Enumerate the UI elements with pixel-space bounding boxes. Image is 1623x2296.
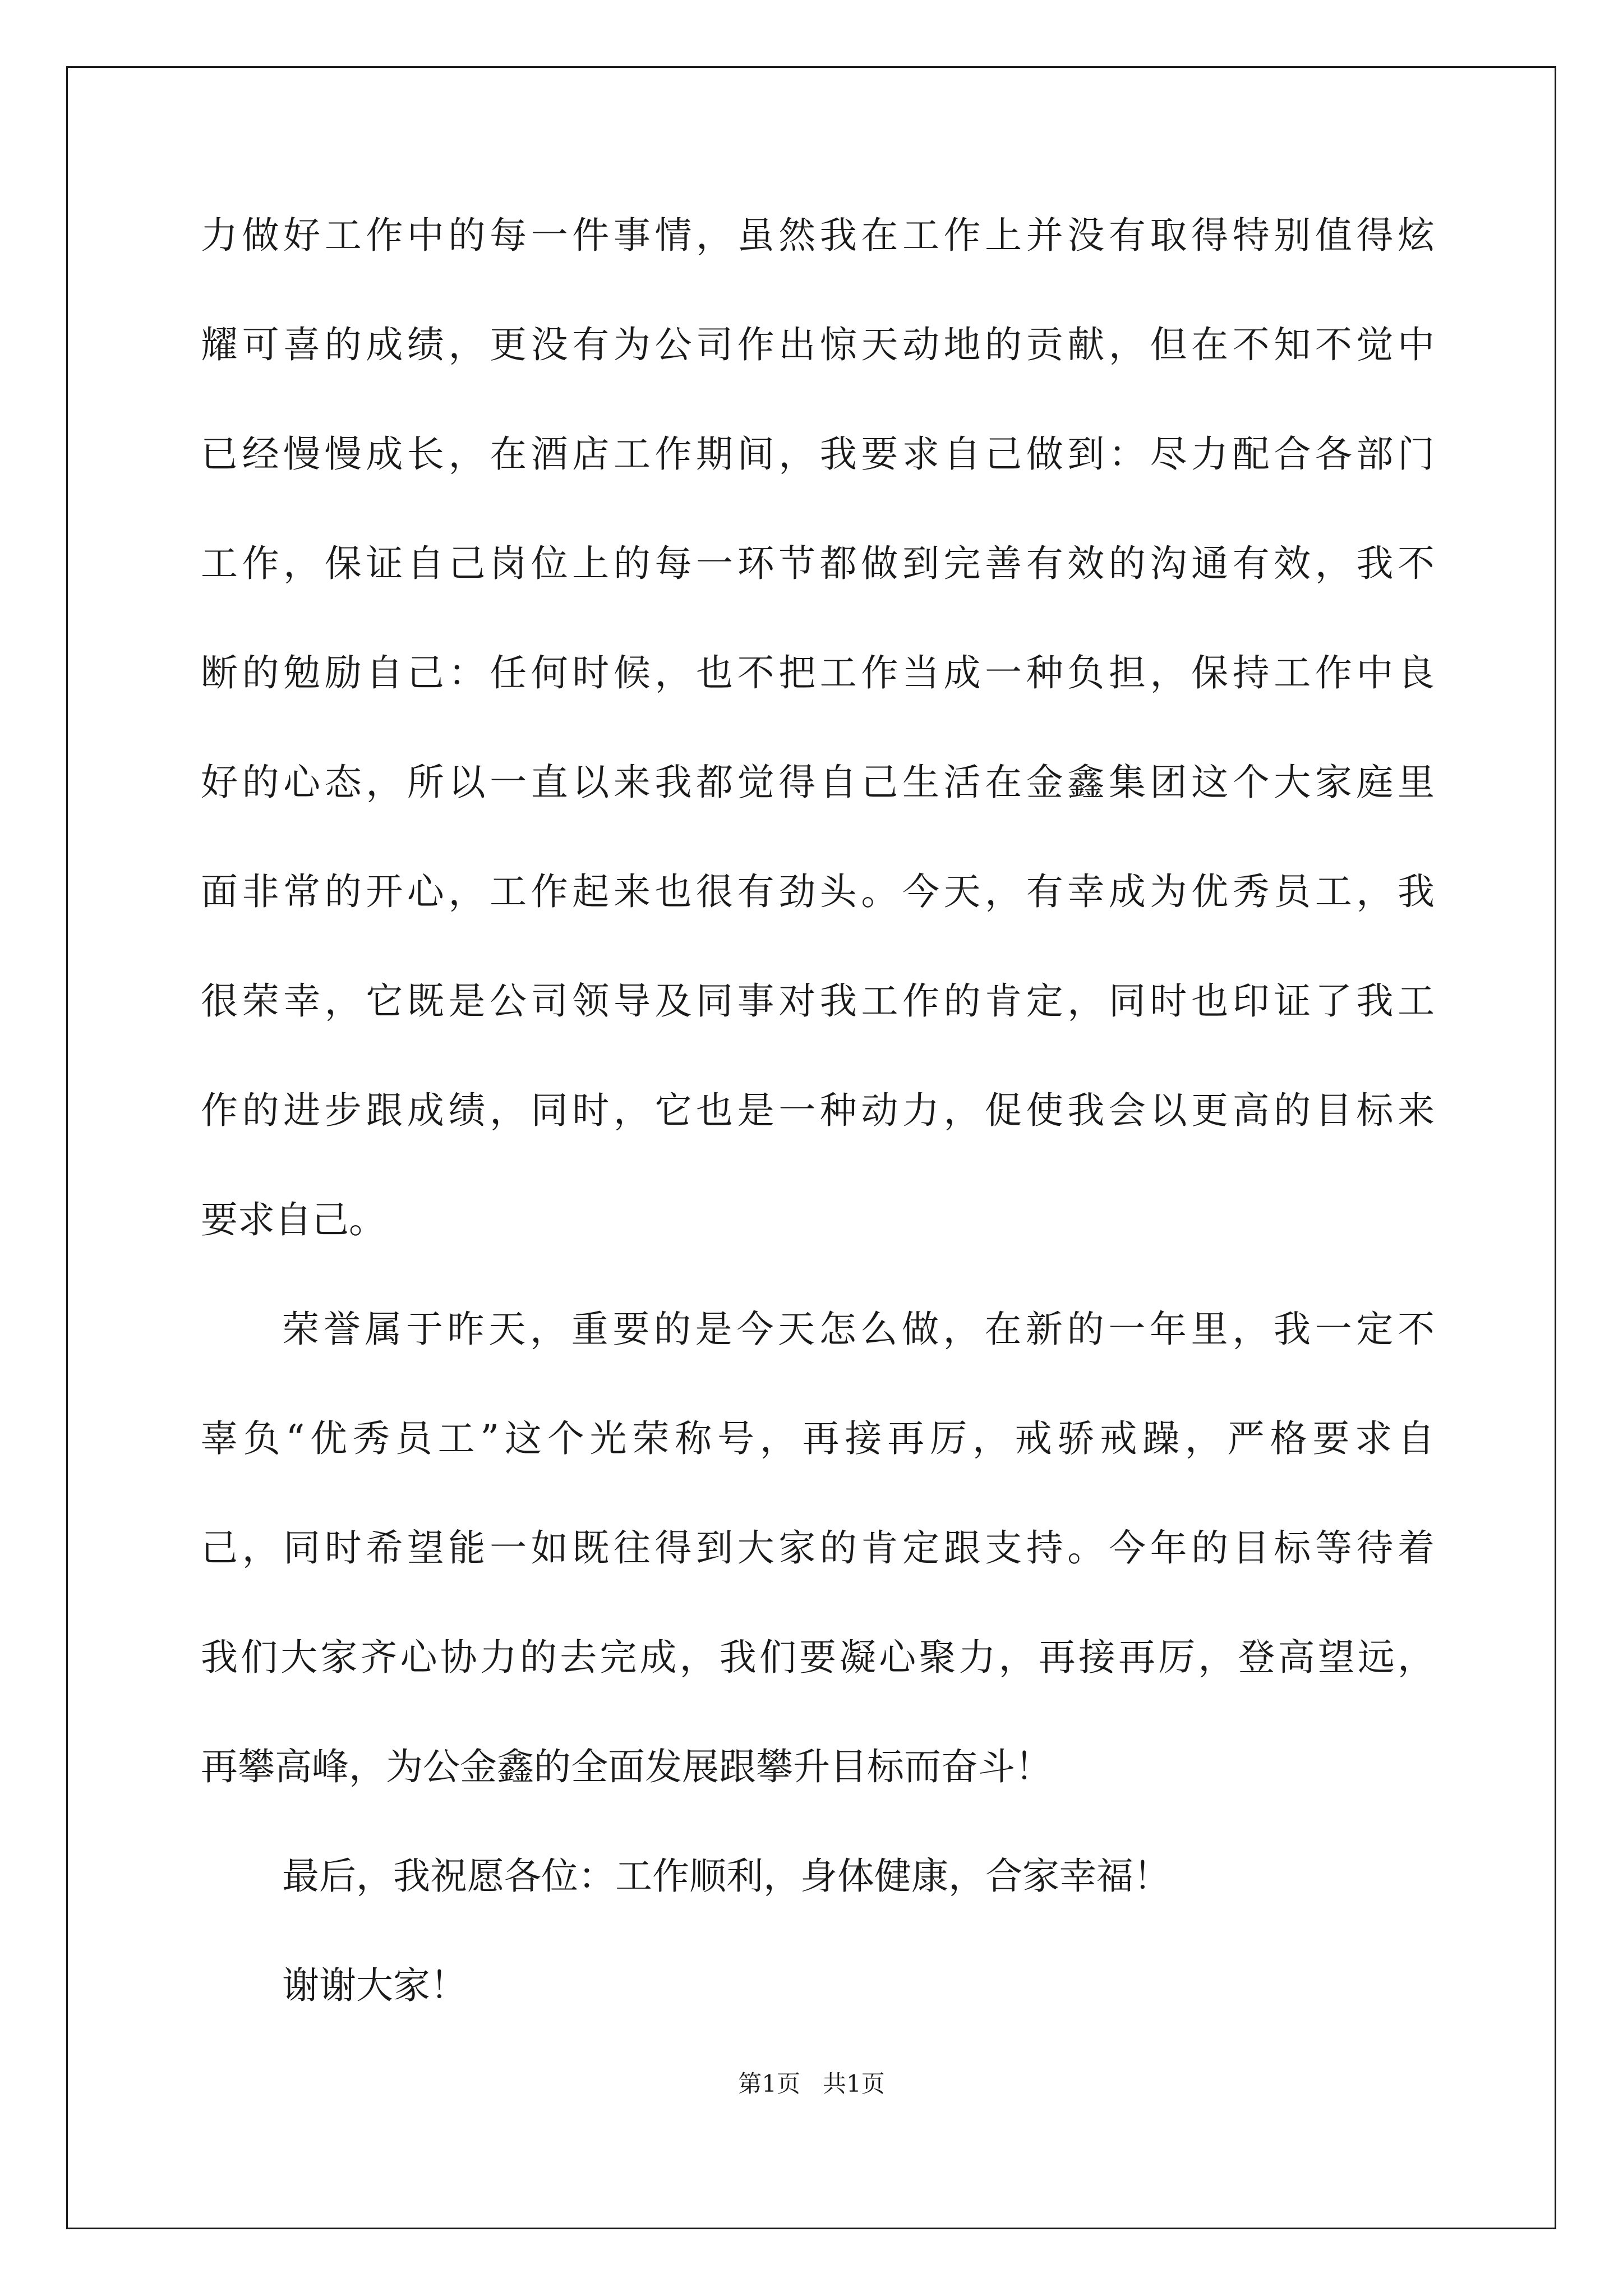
text-line: 耀可喜的成绩，更没有为公司作出惊天动地的贡献，但在不知不觉中 xyxy=(201,323,1435,366)
document-body xyxy=(201,208,1435,2067)
closing-line: 谢谢大家！ xyxy=(282,1964,467,2007)
text-line: 作的进步跟成绩，同时，它也是一种动力，促使我会以更高的目标来 xyxy=(201,1089,1435,1132)
text-line: 断的勉励自己：任何时候，也不把工作当成一种负担，保持工作中良 xyxy=(201,651,1435,694)
text-line: 再攀高峰，为公金鑫的全面发展跟攀升目标而奋斗！ xyxy=(201,1745,1052,1788)
text-line: 已经慢慢成长，在酒店工作期间，我要求自己做到：尽力配合各部门 xyxy=(201,432,1435,476)
text-line: 力做好工作中的每一件事情，虽然我在工作上并没有取得特别值得炫 xyxy=(201,214,1435,257)
text-line: 我们大家齐心协力的去完成，我们要凝心聚力，再接再厉，登高望远， xyxy=(201,1636,1435,1679)
text-line: 辜负“优秀员工”这个光荣称号，再接再厉，戒骄戒躁，严格要求自 xyxy=(201,1417,1435,1460)
text-line: 己，同时希望能一如既往得到大家的肯定跟支持。今年的目标等待着 xyxy=(201,1526,1435,1570)
text-line: 工作，保证自己岗位上的每一环节都做到完善有效的沟通有效，我不 xyxy=(201,542,1435,585)
text-line: 要求自己。 xyxy=(201,1198,386,1241)
paragraph-first-line: 最后，我祝愿各位：工作顺利，身体健康，合家幸福！ xyxy=(282,1855,1170,1898)
text-line: 好的心态，所以一直以来我都觉得自己生活在金鑫集团这个大家庭里 xyxy=(201,761,1435,804)
paragraph-first-line: 荣誉属于昨天，重要的是今天怎么做，在新的一年里，我一定不 xyxy=(282,1308,1435,1351)
page-indicator: 第1页 共1页 xyxy=(738,2070,885,2097)
text-line: 很荣幸，它既是公司领导及同事对我工作的肯定，同时也印证了我工 xyxy=(201,979,1435,1023)
text-line: 面非常的开心，工作起来也很有劲头。今天，有幸成为优秀员工，我 xyxy=(201,870,1435,913)
